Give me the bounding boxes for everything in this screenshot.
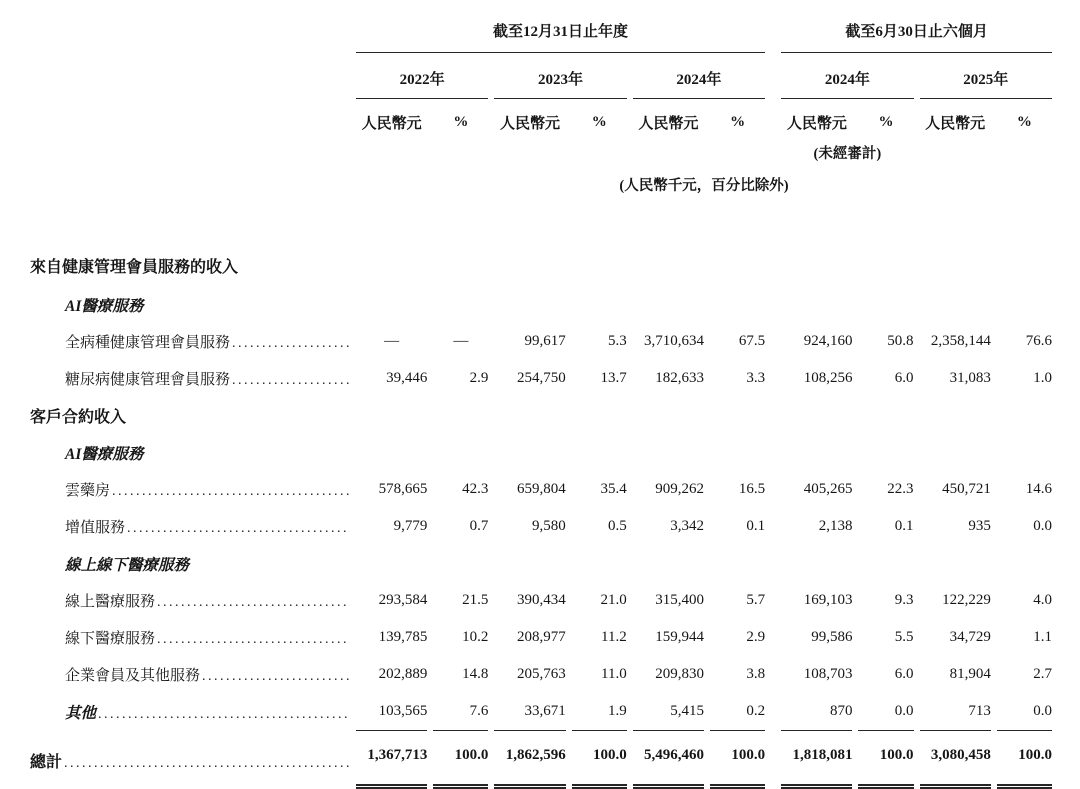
percent-cell: 5.7 (746, 592, 766, 609)
revenue-table (24, 16, 1058, 789)
percent-cell: 100.0 (433, 731, 488, 789)
percent-cell: 6.0 (894, 666, 914, 683)
percent-cell: 21.0 (600, 592, 627, 609)
amount-header: 人民幣元 (786, 116, 847, 133)
group-gap (771, 582, 775, 619)
units-note-row (30, 165, 1052, 197)
group-gap (771, 136, 775, 165)
row-label: 增值服務 (65, 520, 126, 537)
amount-cell: 5,496,460 (633, 731, 704, 789)
percent-cell: 1.1 (1033, 629, 1052, 646)
amount-cell: — (384, 333, 400, 350)
period-group-interim: 截至6月30日止六個月 (781, 16, 1052, 53)
unaudited-note: (未經審計) (813, 146, 882, 163)
empty-cells (356, 545, 1052, 582)
row-label-cell (30, 360, 350, 397)
percent-cell: 0.0 (858, 693, 913, 731)
row-label: 糖尿病健康管理會員服務 (65, 372, 231, 389)
table-row (30, 582, 1052, 619)
row-label-cell (30, 471, 350, 508)
group-gap (771, 731, 775, 789)
row-label: 線上醫療服務 (65, 594, 156, 611)
empty-cells (356, 286, 1052, 323)
percent-cell: 50.8 (887, 333, 914, 350)
percent-cell: 16.5 (738, 481, 766, 498)
amount-cell: 209,830 (655, 666, 705, 683)
amount-header: 人民幣元 (925, 116, 986, 133)
header-spacer (920, 136, 1052, 165)
amount-cell: 3,080,458 (920, 731, 991, 789)
percent-cell: 2.7 (1033, 666, 1052, 683)
group-gap (771, 53, 775, 99)
amount-cell: 909,262 (655, 481, 705, 498)
percent-cell: 2.9 (746, 629, 766, 646)
table-row (30, 323, 1052, 360)
amount-header: 人民幣元 (638, 116, 699, 133)
percent-cell: 1.9 (572, 693, 627, 731)
dot-leader (64, 755, 350, 772)
amount-cell: 578,665 (378, 481, 428, 498)
percent-cell: 0.0 (1033, 518, 1052, 535)
percent-cell: 11.2 (601, 629, 627, 646)
row-label-cell (30, 397, 350, 434)
percent-cell: 76.6 (1025, 333, 1052, 350)
year-2023: 2023年 (494, 53, 626, 99)
header-spacer (30, 165, 350, 197)
row-label-cell (30, 545, 350, 582)
percent-cell: 21.5 (462, 592, 489, 609)
table-row (30, 197, 1052, 286)
row-label-cell (30, 323, 350, 360)
table-body (30, 197, 1052, 789)
percent-cell: 6.0 (894, 370, 914, 387)
amount-cell: 713 (920, 693, 991, 731)
row-label: 其他 (65, 705, 97, 723)
amount-cell: 208,977 (516, 629, 566, 646)
percent-cell: 1.0 (1033, 370, 1052, 387)
amount-cell: 924,160 (803, 333, 853, 350)
percent-cell: — (453, 333, 469, 350)
amount-cell: 81,904 (949, 666, 991, 683)
row-label-cell (30, 656, 350, 693)
amount-cell: 2,138 (818, 518, 853, 535)
dot-leader (157, 594, 350, 611)
amount-cell: 39,446 (386, 370, 428, 387)
amount-cell: 1,862,596 (494, 731, 565, 789)
amount-cell: 1,818,081 (781, 731, 852, 789)
dot-leader (112, 483, 350, 500)
table-row (30, 397, 1052, 434)
percent-cell: 42.3 (462, 481, 489, 498)
row-label-cell (30, 508, 350, 545)
percent-cell: 100.0 (710, 731, 765, 789)
header-spacer (30, 136, 350, 165)
row-label-cell (30, 434, 350, 471)
row-label: 企業會員及其他服務 (65, 668, 201, 685)
amount-cell: 31,083 (949, 370, 991, 387)
amount-cell: 205,763 (516, 666, 566, 683)
amount-cell: 1,367,713 (356, 731, 427, 789)
amount-cell: 99,586 (811, 629, 853, 646)
percent-cell: 10.2 (462, 629, 489, 646)
row-label-cell (30, 693, 350, 731)
row-label: 總計 (30, 753, 63, 771)
amount-cell: 9,580 (531, 518, 566, 535)
table-row (30, 545, 1052, 582)
amount-header: 人民幣元 (500, 116, 561, 133)
amount-header: 人民幣元 (361, 116, 422, 133)
percent-header: % (878, 114, 894, 131)
percent-cell: 0.5 (607, 518, 627, 535)
group-gap (771, 656, 775, 693)
percent-cell: 13.7 (600, 370, 627, 387)
amount-cell: 870 (781, 693, 852, 731)
amount-cell: 34,729 (949, 629, 991, 646)
table-row (30, 360, 1052, 397)
row-label: 雲藥房 (65, 483, 111, 500)
row-label-cell (30, 582, 350, 619)
amount-cell: 108,703 (803, 666, 853, 683)
period-group-annual: 截至12月31日止年度 (356, 16, 765, 53)
table-row (30, 619, 1052, 656)
row-label: AI醫療服務 (65, 297, 144, 315)
dot-leader (202, 668, 350, 685)
amount-cell: 108,256 (803, 370, 853, 387)
percent-cell: 9.3 (894, 592, 914, 609)
amount-cell: 293,584 (378, 592, 428, 609)
group-gap (771, 360, 775, 397)
percent-cell: 14.6 (1025, 481, 1052, 498)
year-2024: 2024年 (633, 53, 765, 99)
amount-cell: 103,565 (356, 693, 427, 731)
percent-cell: 35.4 (600, 481, 627, 498)
year-2025-interim: 2025年 (920, 53, 1052, 99)
group-gap (771, 471, 775, 508)
column-header-row (30, 99, 1052, 136)
table-row (30, 731, 1052, 789)
percent-header: % (1016, 114, 1032, 131)
year-row (30, 53, 1052, 99)
group-gap (771, 16, 775, 53)
row-label: 來自健康管理會員服務的收入 (30, 259, 239, 277)
dot-leader (232, 335, 350, 352)
percent-cell: 100.0 (858, 731, 913, 789)
amount-cell: 3,710,634 (644, 333, 705, 350)
amount-cell: 99,617 (524, 333, 566, 350)
row-label-cell (30, 286, 350, 323)
row-label: 全病種健康管理會員服務 (65, 335, 231, 352)
table-row (30, 434, 1052, 471)
percent-cell: 4.0 (1033, 592, 1052, 609)
empty-cells (356, 197, 1052, 286)
percent-cell: 0.1 (746, 518, 766, 535)
group-gap (771, 619, 775, 656)
row-label-cell (30, 731, 350, 789)
percent-cell: 3.8 (746, 666, 766, 683)
group-gap (771, 323, 775, 360)
percent-cell: 5.5 (894, 629, 914, 646)
row-label: 線下醫療服務 (65, 631, 156, 648)
empty-cells (356, 434, 1052, 471)
header-spacer (30, 53, 350, 99)
percent-header: % (730, 114, 746, 131)
percent-cell: 0.0 (997, 693, 1052, 731)
table-row (30, 508, 1052, 545)
percent-cell: 0.1 (894, 518, 914, 535)
percent-cell: 5.3 (607, 333, 627, 350)
header-spacer (356, 136, 765, 165)
row-label-cell (30, 197, 350, 286)
unaudited-row (30, 136, 1052, 165)
units-note: (人民幣千元，百分比除外) (619, 178, 789, 195)
row-label-cell (30, 619, 350, 656)
dot-leader (127, 520, 350, 537)
amount-cell: 139,785 (378, 629, 428, 646)
amount-cell: 315,400 (655, 592, 705, 609)
empty-cells (356, 397, 1052, 434)
year-2022: 2022年 (356, 53, 488, 99)
table-row (30, 693, 1052, 731)
percent-cell: 67.5 (738, 333, 766, 350)
percent-cell: 2.9 (469, 370, 489, 387)
amount-cell: 935 (968, 518, 991, 535)
period-group-row (30, 16, 1052, 53)
amount-cell: 450,721 (942, 481, 991, 498)
percent-header: % (453, 114, 469, 131)
amount-cell: 3,342 (670, 518, 705, 535)
percent-cell: 7.6 (433, 693, 488, 731)
percent-cell: 14.8 (462, 666, 489, 683)
year-2024-interim: 2024年 (781, 53, 913, 99)
amount-cell: 5,415 (633, 693, 704, 731)
percent-cell: 22.3 (887, 481, 914, 498)
amount-cell: 202,889 (378, 666, 428, 683)
row-label: 線上線下醫療服務 (65, 556, 190, 574)
amount-cell: 659,804 (516, 481, 566, 498)
percent-cell: 0.7 (469, 518, 489, 535)
group-gap (771, 99, 775, 136)
amount-cell: 122,229 (942, 592, 991, 609)
dot-leader (232, 372, 350, 389)
amount-cell: 2,358,144 (930, 333, 991, 350)
percent-cell: 3.3 (746, 370, 766, 387)
header-spacer (30, 16, 350, 53)
header-spacer (30, 99, 350, 136)
dot-leader (98, 706, 350, 723)
amount-cell: 182,633 (655, 370, 705, 387)
group-gap (771, 508, 775, 545)
amount-cell: 159,944 (655, 629, 705, 646)
table-row (30, 286, 1052, 323)
percent-header: % (591, 114, 607, 131)
table-header (30, 16, 1052, 197)
percent-cell: 0.2 (710, 693, 765, 731)
row-label: 客戶合約收入 (30, 409, 127, 427)
amount-cell: 254,750 (516, 370, 566, 387)
amount-cell: 9,779 (393, 518, 428, 535)
amount-cell: 405,265 (803, 481, 853, 498)
table-row (30, 471, 1052, 508)
percent-cell: 100.0 (572, 731, 627, 789)
amount-cell: 33,671 (494, 693, 565, 731)
table-row (30, 656, 1052, 693)
percent-cell: 11.0 (601, 666, 627, 683)
dot-leader (157, 631, 350, 648)
amount-cell: 169,103 (803, 592, 853, 609)
group-gap (771, 693, 775, 731)
amount-cell: 390,434 (516, 592, 566, 609)
row-label: AI醫療服務 (65, 445, 144, 463)
percent-cell: 100.0 (997, 731, 1052, 789)
